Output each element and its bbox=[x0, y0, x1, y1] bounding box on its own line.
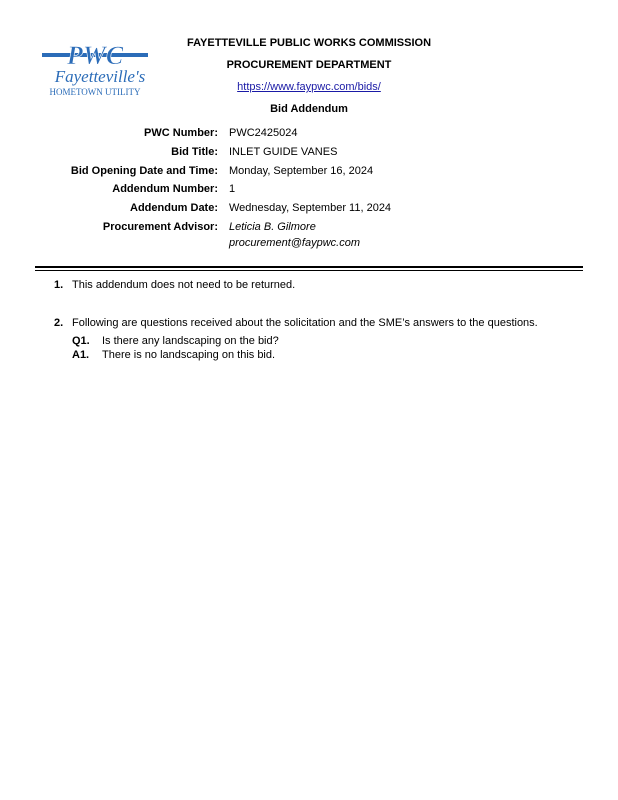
logo-script: Fayetteville's bbox=[54, 67, 146, 86]
advisor-name: Leticia B. Gilmore bbox=[229, 221, 316, 233]
pwc-number-row bbox=[0, 127, 618, 143]
addendum-number-value: 1 bbox=[229, 183, 236, 195]
pwc-number-value: PWC2425024 bbox=[229, 127, 298, 139]
item-2 bbox=[54, 317, 538, 329]
opening-row bbox=[0, 165, 618, 181]
answer-1 bbox=[72, 349, 275, 361]
logo-tagline: HOMETOWN UTILITY bbox=[49, 87, 141, 97]
org-name: FAYETTEVILLE PUBLIC WORKS COMMISSION bbox=[186, 37, 432, 49]
item-1-number: 1. bbox=[54, 279, 64, 291]
item-1-text: This addendum does not need to be returned. bbox=[72, 279, 296, 291]
question-1-text: Is there any landscaping on the bid? bbox=[102, 335, 279, 347]
advisor-row bbox=[0, 221, 618, 237]
advisor-email: procurement@faypwc.com bbox=[229, 237, 360, 249]
addendum-date-value: Wednesday, September 11, 2024 bbox=[229, 202, 392, 214]
item-2-number: 2. bbox=[54, 317, 64, 329]
addendum-date-row bbox=[0, 202, 618, 218]
bid-title-value: INLET GUIDE VANES bbox=[229, 146, 338, 158]
divider-thin bbox=[35, 270, 583, 271]
advisor-label: Procurement Advisor: bbox=[102, 221, 218, 233]
item-2-text: Following are questions received about the solicitation and the SME’s answers to the questions. bbox=[72, 317, 538, 329]
logo-brand: PWC bbox=[66, 41, 124, 70]
bids-link[interactable]: https://www.faypwc.com/bids/ bbox=[237, 81, 381, 93]
question-1-key: Q1. bbox=[72, 335, 90, 347]
opening-value: Monday, September 16, 2024 bbox=[229, 165, 374, 177]
department-name: PROCUREMENT DEPARTMENT bbox=[226, 59, 392, 71]
pwc-number-label: PWC Number: bbox=[144, 127, 218, 139]
addendum-number-row bbox=[0, 183, 618, 199]
answer-1-key: A1. bbox=[72, 349, 90, 361]
answer-1-text: There is no landscaping on this bid. bbox=[102, 349, 276, 361]
bids-link-wrap bbox=[0, 81, 618, 93]
addendum-date-label: Addendum Date: bbox=[130, 202, 218, 214]
item-1 bbox=[54, 279, 295, 291]
bid-title-label: Bid Title: bbox=[171, 146, 218, 158]
advisor-email-row bbox=[0, 237, 618, 253]
question-1 bbox=[72, 335, 279, 347]
doc-title: Bid Addendum bbox=[270, 103, 348, 115]
divider-thick bbox=[35, 266, 583, 268]
addendum-number-label: Addendum Number: bbox=[112, 183, 218, 195]
bid-title-row bbox=[0, 146, 618, 162]
opening-label: Bid Opening Date and Time: bbox=[70, 165, 218, 177]
